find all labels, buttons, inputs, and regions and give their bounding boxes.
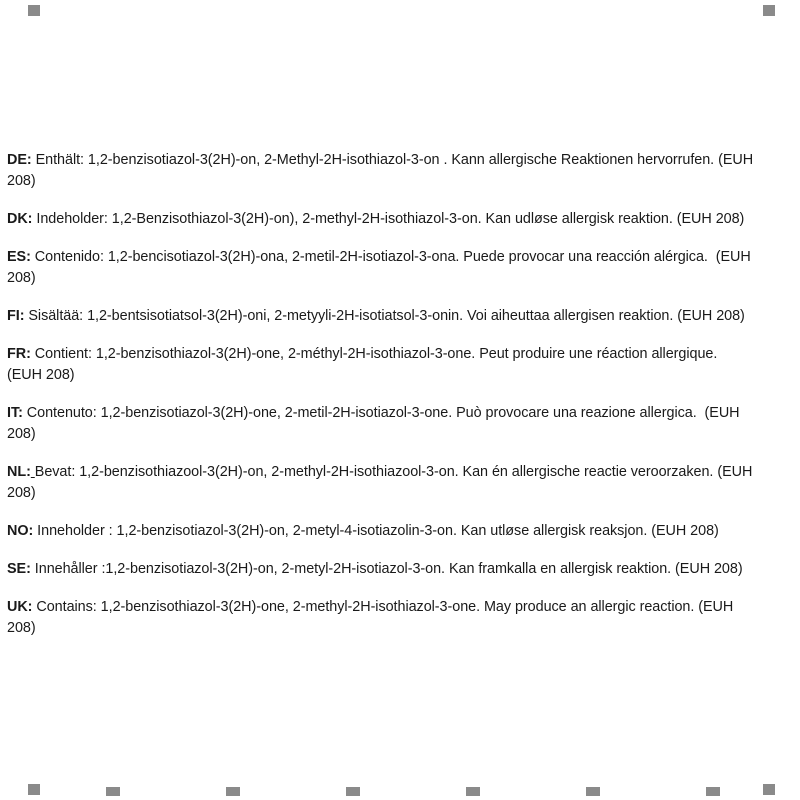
language-code-de: DE: <box>7 152 32 168</box>
statement-line-2: 208) <box>7 173 36 189</box>
registration-mark-bottom-right <box>763 784 775 795</box>
euh-statement-se <box>7 559 799 580</box>
statement-text: Innehåller :1,2-benzisotiazol-3(2H)-on, 2-metyl-2H-isotiazol-3-on. Kan framkalla en allergisk reaktion. (EUH 208) <box>30 561 743 577</box>
statement-line-2: (EUH 208) <box>7 367 75 383</box>
statement-text: Bevat: 1,2-benzisothiazool-3(2H)-on, 2-methyl-2H-isothiazool-3-on. Kan én allergische reactie veroorzaken. (EUH <box>34 464 753 480</box>
euh-statement-it <box>7 403 799 445</box>
statement-text: Sisältää: 1,2-bentsisotiatsol-3(2H)-oni, 2-metyyli-2H-isotiatsol-3-onin. Voi aiheuttaa allergisen reaktion. (EUH 208) <box>24 308 745 324</box>
euh-statement-dk <box>7 209 799 230</box>
statement-line-2: 208) <box>7 426 36 442</box>
registration-mark-bottom-dash <box>586 787 600 796</box>
language-code-no: NO: <box>7 523 34 539</box>
statement-text: Contient: 1,2-benzisothiazol-3(2H)-one, 2-méthyl-2H-isothiazol-3-one. Peut produire une réaction allergique. <box>30 346 718 362</box>
language-code-nl: NL: <box>7 464 31 480</box>
statement-line-2: 208) <box>7 485 36 501</box>
statement-line-1 <box>7 462 799 483</box>
statement-line-1 <box>7 150 799 171</box>
language-code-fr: FR: <box>7 346 31 362</box>
language-code-es: ES: <box>7 249 31 265</box>
registration-mark-top-right <box>763 5 775 16</box>
euh-statement-de <box>7 150 799 192</box>
statement-text: Contenido: 1,2-bencisotiazol-3(2H)-ona, 2-metil-2H-isotiazol-3-ona. Puede provocar una reacción alérgica. (EUH <box>30 249 751 265</box>
statement-line-1 <box>7 597 799 618</box>
registration-mark-bottom-dash <box>466 787 480 796</box>
statement-line-1 <box>7 209 799 230</box>
statement-line-1 <box>7 247 799 268</box>
language-code-fi: FI: <box>7 308 25 324</box>
euh-statement-no <box>7 521 799 542</box>
statement-text: Contains: 1,2-benzisothiazol-3(2H)-one, 2-methyl-2H-isothiazol-3-one. May produce an allergic reaction. (EUH <box>32 599 734 615</box>
language-code-se: SE: <box>7 561 31 577</box>
euh-statement-fi <box>7 306 799 327</box>
statement-line-2: 208) <box>7 270 36 286</box>
language-code-uk: UK: <box>7 599 33 615</box>
registration-mark-bottom-dash <box>706 787 720 796</box>
registration-mark-bottom-dash <box>346 787 360 796</box>
euh-statement-nl <box>7 462 799 504</box>
statement-text: Enthält: 1,2-benzisotiazol-3(2H)-on, 2-Methyl-2H-isothiazol-3-on . Kann allergische Reaktionen hervorrufen. (EUH <box>31 152 754 168</box>
statement-text: Inneholder : 1,2-benzisotiazol-3(2H)-on, 2-metyl-4-isotiazolin-3-on. Kan utløse allergisk reaksjon. (EUH 208) <box>33 523 719 539</box>
registration-mark-top-left <box>28 5 40 16</box>
registration-mark-bottom-left <box>28 784 40 795</box>
language-code-it: IT: <box>7 405 23 421</box>
language-code-dk: DK: <box>7 211 33 227</box>
euh-statements-document <box>7 150 799 656</box>
statement-line-1 <box>7 559 799 580</box>
statement-line-1 <box>7 403 799 424</box>
statement-line-1 <box>7 521 799 542</box>
euh-statement-fr <box>7 344 799 386</box>
registration-mark-bottom-dash <box>106 787 120 796</box>
statement-line-1 <box>7 344 799 365</box>
statement-line-2: 208) <box>7 620 36 636</box>
statement-text: Indeholder: 1,2-Benzisothiazol-3(2H)-on), 2-methyl-2H-isothiazol-3-on. Kan udløse allergisk reaktion. (EUH 208) <box>32 211 745 227</box>
statement-text: Contenuto: 1,2-benzisotiazol-3(2H)-one, 2-metil-2H-isotiazol-3-one. Può provocare una reazione allergica. (EUH <box>22 405 740 421</box>
euh-statement-es <box>7 247 799 289</box>
registration-mark-bottom-dash <box>226 787 240 796</box>
euh-statement-uk <box>7 597 799 639</box>
statement-line-1 <box>7 306 799 327</box>
